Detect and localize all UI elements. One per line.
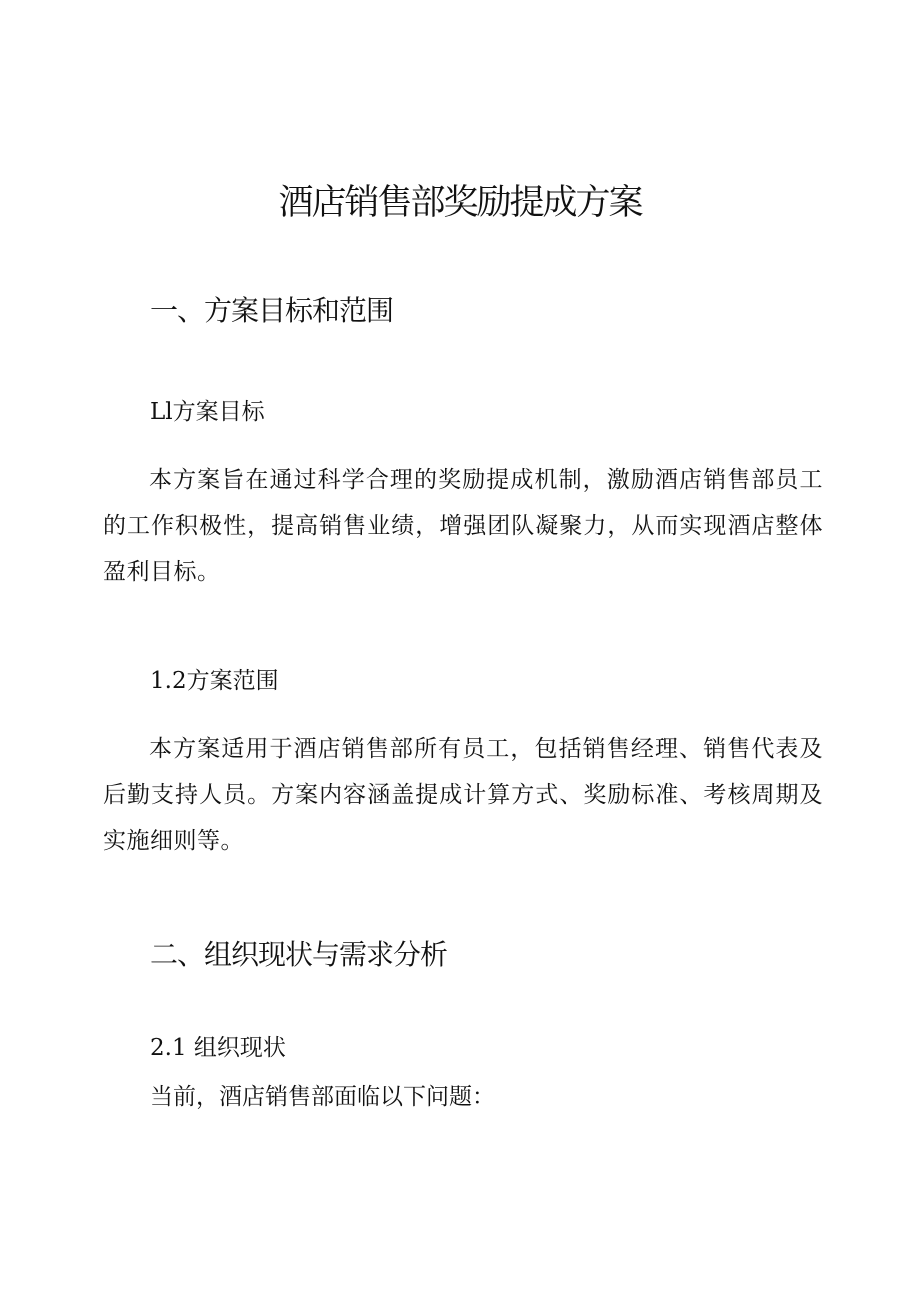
section-2-1-body: 当前，酒店销售部面临以下问题： — [150, 1084, 495, 1110]
section-1-1-heading: Ll方案目标 — [150, 399, 265, 425]
section-1-heading: 一、方案目标和范围 — [150, 294, 394, 327]
section-1-2-body: 本方案适用于酒店销售部所有员工，包括销售经理、销售代表及后勤支持人员。方案内容涵盖提成计算方式、奖励标准、考核周期及实施细则等。 — [103, 736, 823, 854]
section-1-2-heading: 1.2方案范围 — [150, 668, 279, 694]
section-2-1-heading: 2.1 组织现状 — [150, 1035, 286, 1061]
document-title: 酒店销售部奖励提成方案 — [278, 183, 642, 223]
section-1-1-body: 本方案旨在通过科学合理的奖励提成机制，激励酒店销售部员工的工作积极性，提高销售业绩，增强团队凝聚力，从而实现酒店整体盈利目标。 — [103, 467, 823, 585]
section-2-heading: 二、组织现状与需求分析 — [150, 938, 448, 971]
